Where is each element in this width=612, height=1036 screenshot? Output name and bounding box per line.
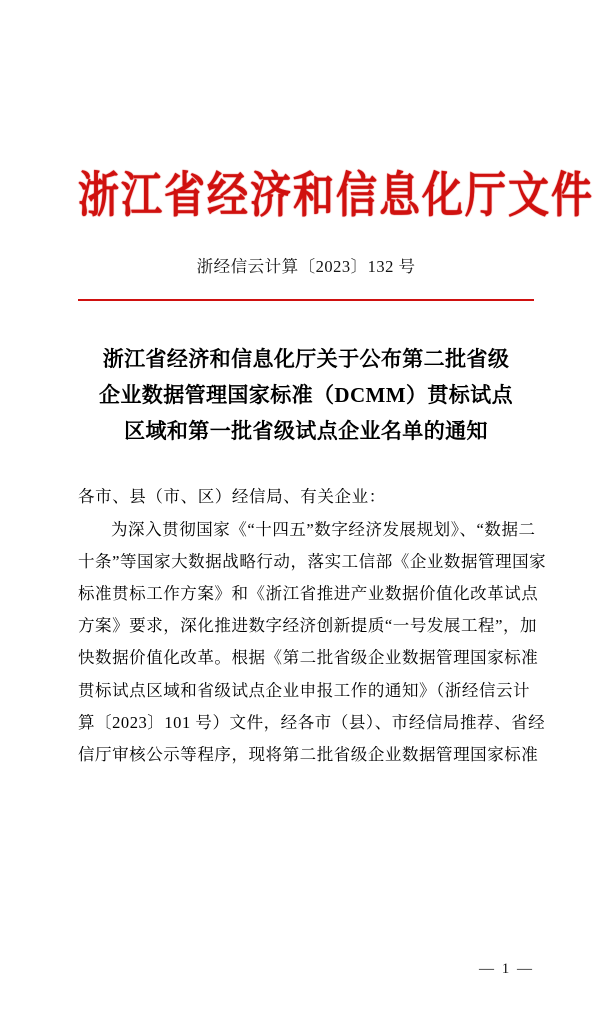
title-line: 浙江省经济和信息化厅关于公布第二批省级 bbox=[102, 347, 510, 372]
body-line: 十条”等国家大数据战略行动，落实工信部《企业数据管理国家 bbox=[78, 551, 547, 571]
title-line: 企业数据管理国家标准（DCMM）贯标试点 bbox=[99, 383, 513, 408]
document-number: 浙经信云计算〔2023〕132 号 bbox=[196, 257, 416, 277]
document-page bbox=[0, 168, 612, 1036]
body-line: 算〔2023〕101 号）文件，经各市（县）、市经信局推荐、省经 bbox=[78, 712, 546, 732]
body-paragraph bbox=[78, 514, 547, 771]
body-line: 信厅审核公示等程序，现将第二批省级企业数据管理国家标准 bbox=[78, 744, 539, 764]
body-line: 方案》要求，深化推进数字经济创新提质“一号发展工程”，加 bbox=[78, 616, 538, 636]
masthead-title: 浙江省经济和信息化厅文件 bbox=[78, 168, 594, 223]
salutation: 各市、县（市、区）经信局、有关企业： bbox=[78, 487, 386, 507]
page-title bbox=[78, 341, 534, 449]
body-line bbox=[78, 514, 534, 546]
title-line: 区域和第一批省级试点企业名单的通知 bbox=[124, 419, 488, 444]
body-line: 标准贯标工作方案》和《浙江省推进产业数据价值化改革试点 bbox=[78, 583, 539, 603]
body-line-text: 为深入贯彻国家《“十四五”数字经济发展规划》、“数据二 bbox=[111, 519, 536, 539]
page-number: — 1 — bbox=[479, 961, 534, 977]
body-line: 贯标试点区域和省级试点企业申报工作的通知》（浙经信云计 bbox=[78, 680, 531, 700]
red-divider-rule bbox=[78, 299, 534, 301]
body-line: 快数据价值化改革。根据《第二批省级企业数据管理国家标准 bbox=[78, 648, 539, 668]
